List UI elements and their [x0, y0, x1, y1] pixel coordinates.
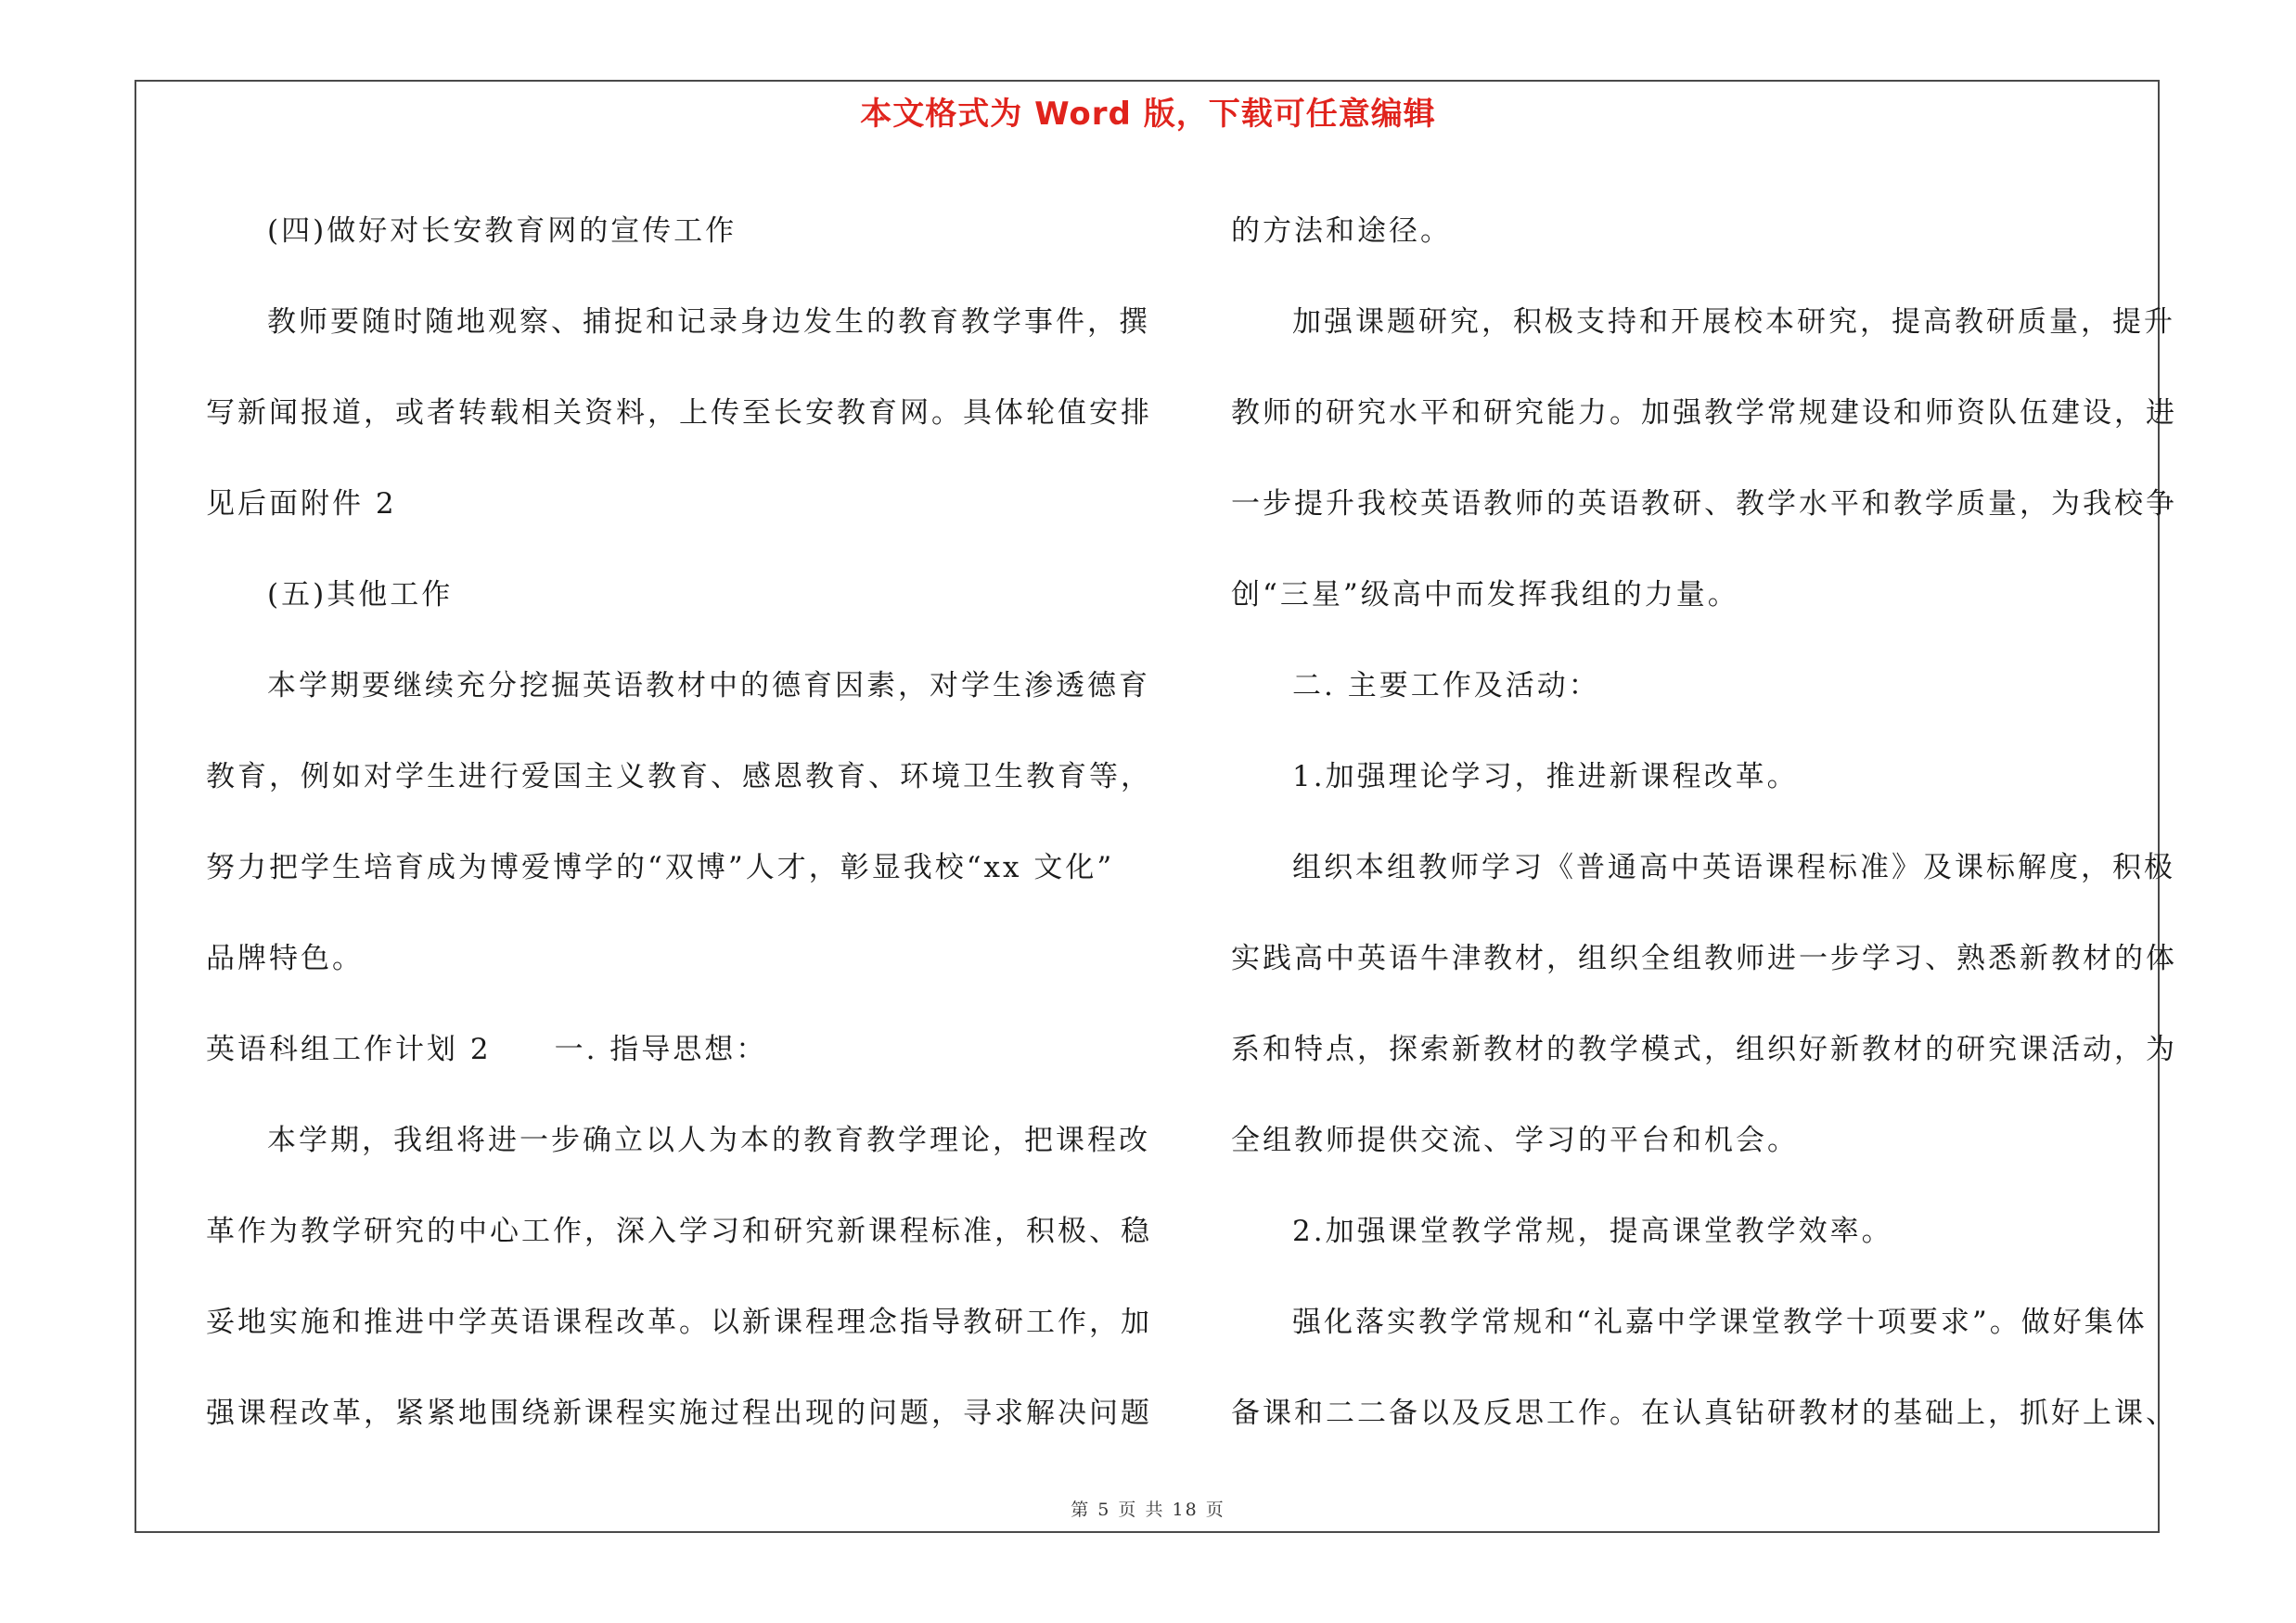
paragraph-line: 品牌特色。 [206, 942, 364, 975]
section-heading: 二. 主要工作及活动： [1292, 669, 1600, 702]
paragraph-line: 实践高中英语牛津教材，组织全组教师进一步学习、熟悉新教材的体 [1231, 942, 2177, 975]
paragraph-line: 一步提升我校英语教师的英语教研、教学水平和教学质量，为我校争 [1231, 487, 2177, 521]
paragraph-line: 强课程改革，紧紧地围绕新课程实施过程出现的问题，寻求解决问题 [206, 1397, 1152, 1430]
paragraph-line: 系和特点，探索新教材的教学模式，组织好新教材的研究课活动，为 [1231, 1033, 2177, 1066]
paragraph-line: 的方法和途径。 [1231, 214, 1452, 248]
document-title-line: 英语科组工作计划 2 一. 指导思想： [206, 1033, 768, 1066]
paragraph-line: 本学期要继续充分挖掘英语教材中的德育因素，对学生渗透德育 [267, 669, 1150, 702]
section-heading: (五)其他工作 [267, 578, 454, 612]
paragraph-line: 强化落实教学常规和“礼嘉中学课堂教学十项要求”。做好集体 [1292, 1306, 2148, 1339]
paragraph-line: 写新闻报道，或者转载相关资料，上传至长安教育网。具体轮值安排 [206, 396, 1152, 430]
page-number-footer: 第 5 页 共 18 页 [1071, 1500, 1225, 1520]
section-heading: (四)做好对长安教育网的宣传工作 [267, 214, 738, 248]
section-heading: 2.加强课堂教学常规，提高课堂教学效率。 [1292, 1215, 1893, 1248]
paragraph-line: 努力把学生培育成为博爱博学的“双博”人才，彰显我校“xx 文化” [206, 851, 1115, 884]
paragraph-line: 全组教师提供交流、学习的平台和机会。 [1231, 1124, 1799, 1157]
paragraph-line: 教师的研究水平和研究能力。加强教学常规建设和师资队伍建设，进 [1231, 396, 2177, 430]
paragraph-line: 备课和二二备以及反思工作。在认真钻研教材的基础上，抓好上课、 [1231, 1397, 2177, 1430]
paragraph-line: 教师要随时随地观察、捕捉和记录身边发生的教育教学事件，撰 [267, 305, 1150, 339]
paragraph-line: 妥地实施和推进中学英语课程改革。以新课程理念指导教研工作，加 [206, 1306, 1152, 1339]
paragraph-line: 革作为教学研究的中心工作，深入学习和研究新课程标准，积极、稳 [206, 1215, 1152, 1248]
section-heading: 1.加强理论学习，推进新课程改革。 [1292, 760, 1799, 793]
paragraph-line: 本学期，我组将进一步确立以人为本的教育教学理论，把课程改 [267, 1124, 1150, 1157]
paragraph-line: 加强课题研究，积极支持和开展校本研究，提高教研质量，提升 [1292, 305, 2175, 339]
word-format-banner: 本文格式为 Word 版，下载可任意编辑 [860, 96, 1436, 133]
left-text-column [206, 186, 1152, 1459]
right-text-column [1231, 186, 2177, 1459]
paragraph-line: 创“三星”级高中而发挥我组的力量。 [1231, 578, 1739, 612]
paragraph-line: 组织本组教师学习《普通高中英语课程标准》及课标解度，积极 [1292, 851, 2175, 884]
paragraph-line: 教育，例如对学生进行爱国主义教育、感恩教育、环境卫生教育等， [206, 760, 1152, 793]
paragraph-line: 见后面附件 2 [206, 487, 397, 521]
